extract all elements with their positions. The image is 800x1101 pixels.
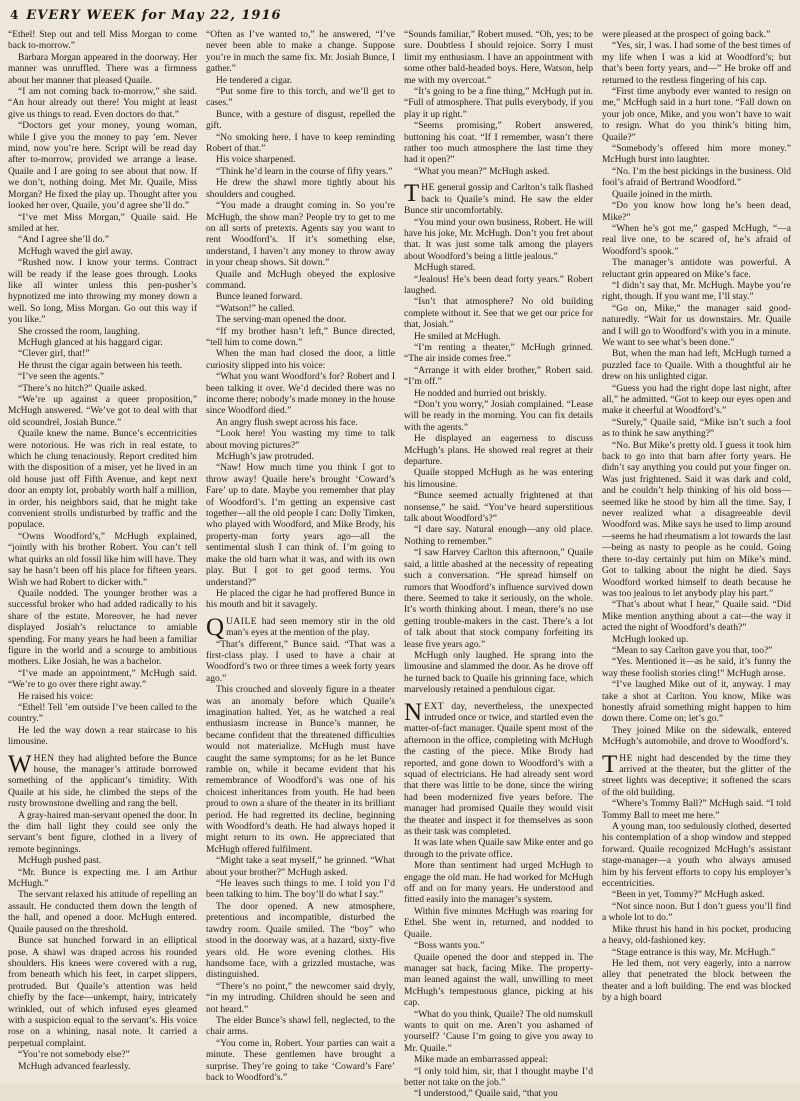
paragraph: “I understood,” Quaile said, “that you — [414, 1089, 558, 1100]
paragraph-text: general gossip and Carlton’s talk flashed back to Quaile’s mind. He saw the elder Bunce stir uncomfortably. — [404, 183, 593, 217]
paragraph: McHugh glanced at his haggard cigar. — [18, 337, 163, 348]
paragraph: McHugh’s jaw protruded. — [216, 452, 314, 463]
paragraph: He led them, not very eagerly, into a narrow alley that penetrated the block between the theater and a loft building. The end was blocked by a high board — [602, 958, 791, 1004]
paragraph: “Guess you had the right dope last night, after all,” he admitted. “Got to keep our eyes open and make it cheerful at Woodford’s.” — [602, 383, 791, 417]
section-opening-paragraph — [404, 180, 593, 217]
lead-word: EXT — [424, 701, 445, 712]
paragraph: But, when the man had left, McHugh turned a puzzled face to Quaile. With a thoughtful air he drew on his unlighted cigar. — [602, 349, 791, 383]
paragraph: “I saw Harvey Carlton this afternoon,” Quaile said, a little abashed at the necessity of repeating such a conversation. “He spread himself on rumors that Woodford’s influence survived down there. Seemed to take it seriously, on the whole. It’s worth thinking about. I mean, there’s no use getting trouble-makers in the cast. There’s a lot of talk about that stock company forfeiting its lease five years ago.” — [404, 548, 593, 650]
paragraph: He led the way down a rear staircase to his limousine. — [8, 725, 197, 748]
paragraph: “It’s going to be a fine thing,” McHugh put in. “Full of atmosphere. That pulls everybody, if you play it up right.” — [404, 87, 593, 120]
paragraph: “And I agree she’ll do.” — [18, 235, 110, 246]
paragraph: “Might take a seat myself,” he grinned. “What about your brother?” McHugh asked. — [206, 856, 395, 878]
paragraph: A gray-haired man-servant opened the door. In the dim hall light they could see only the servant’s bent figure, clothed in a livery of remote beginnings. — [8, 810, 197, 855]
paragraph: “Jealous! He’s been dead forty years.” Robert laughed. — [404, 274, 593, 296]
drop-cap: T — [404, 180, 420, 208]
paragraph: “I didn’t say that, Mr. McHugh. Maybe you’re right, though. If you want me, I’ll stay.” — [602, 280, 791, 303]
paragraph: McHugh looked up. — [612, 634, 689, 645]
paragraph: He smiled at McHugh. — [414, 331, 501, 342]
paragraph: “Naw! How much time you think I got to throw away! Quaile here’s brought ‘Coward’s Fare’ up to date. Maybe you remember that play of Woodford’s. I’m getting an expensive cast together—all the old people I can: Dolly Timken, who played with Woodford, and Mike Brody, his property-man forty years ago—all the sentimental slush I can think of. I’m going to make the old barn what it was, and with its own play. But I got to get good terms. You understand?” — [206, 463, 395, 588]
paragraph: “I’ve met Miss Morgan,” Quaile said. He smiled at her. — [8, 212, 197, 234]
lead-word: HEN — [33, 753, 55, 764]
paragraph: Mike made an embarrassed appeal: — [414, 1055, 548, 1066]
lead-word: HE — [421, 183, 435, 194]
paragraph: “I dare say. Natural enough—any old place. Nothing to remember.” — [404, 525, 593, 547]
paragraph: He raised his voice: — [18, 691, 94, 702]
paragraph: “No. I’m the best pickings in the business. Old fool’s afraid of Bertrand Woodford.” — [602, 166, 791, 189]
paragraph: McHugh waved the girl away. — [18, 246, 133, 257]
paragraph: “Yes, sir, I was. I had some of the best times of my life when I was a kid at Woodford’s; but that’s been forty years, and—” He broke off and returned to the restless fingering of his cap. — [602, 41, 791, 86]
paragraph: “Ethel! Tell ’em outside I’ve been called to the country.” — [8, 702, 197, 725]
paragraph: McHugh stared. — [414, 263, 476, 274]
paragraph: Quaile and McHugh obeyed the explosive command. — [206, 269, 395, 291]
paragraph: “Doctors get your money, young woman, while I give you the money to pay ’em. Never mind, now you’re here. Script will be read day after to-morrow, provided we arrange a lease. Quaile and I are going to see about that now. If we don’t, nothing doing. Met Mr. Quaile, Miss Morgan? He fixed the play up. Thought after you looked her over, Quaile, you’d agree she’ll do.” — [8, 121, 197, 212]
paragraph: “I’ve laughed Mike out of it, anyway. I may take a shot at Carlton. You know, Mike was honestly afraid something might happen to him down there. Come on; let’s go.” — [602, 680, 791, 725]
paragraph: “First time anybody ever wanted to resign on me,” McHugh said in a hurt tone. “Fall down on your job once, Mike, and you won’t have to wait to resign. What do you think’s biting him, Quaile?” — [602, 87, 791, 143]
paragraph: More than sentiment had urged McHugh to engage the old man. He had worked for McHugh off and on for many years. He understood and fitted easily into the manager’s system. — [404, 861, 593, 906]
paragraph: “Somebody’s offered him more money.” McHugh burst into laughter. — [602, 144, 791, 166]
paragraph: He drew the shawl more tightly about his shoulders and coughed. — [206, 178, 395, 200]
paragraph: “No smoking here. I have to keep reminding Robert of that.” — [206, 132, 395, 155]
paragraph-text: night had descended by the time they arrived at the theater, but the glitter of the street lights was deceptive; it softened the scars of the old building. — [602, 753, 791, 798]
paragraph: “Look here! You wasting my time to talk about moving pictures?” — [206, 429, 395, 451]
lead-word: HE — [619, 753, 633, 764]
column-2 — [206, 30, 395, 1083]
paragraph: “We’re up against a queer proposition,” McHugh answered. “We’ve got to deal with that old scoundrel, Josiah Bunce.” — [8, 395, 197, 428]
paragraph: “When he’s got me,” gasped McHugh, “—a real live one, to be scared of, he’s afraid of Woodford’s spook.” — [602, 223, 791, 257]
paragraph: “Mean to say Carlton gave you that, too?” — [612, 645, 773, 656]
paragraph: Quaile joined in the mirth. — [612, 189, 713, 200]
paragraph: “Been in yet, Tommy?” McHugh asked. — [612, 890, 765, 901]
page-number: 4 — [10, 8, 19, 22]
paragraph: He nodded and hurried out briskly. — [414, 388, 547, 399]
paragraph: “There’s no point,” the newcomer said dryly, “in my intruding. Children should be seen and not heard.” — [206, 981, 395, 1015]
paragraph: “Owns Woodford’s,” McHugh explained, “jointly with his brother Robert. You can’t tell what quirks an old fossil like him will have. They say he hasn’t been off his place for fifteen years. Wish we had Robert to dicker with.” — [8, 531, 197, 588]
paragraph: The manager’s antidote was powerful. A reluctant grin appeared on Mike’s face. — [602, 258, 791, 280]
paragraph: “Don’t you worry,” Josiah complained. “Lease will be ready in the morning. You can fix details with the agents.” — [404, 400, 593, 433]
paragraph: The elder Bunce’s shawl fell, neglected, to the chair arms. — [206, 1015, 395, 1038]
paragraph: The door opened. A new atmosphere, pretentious and incompatible, disturbed the tawdry room. Quaile smiled. The “boy” who stood in the doorway was, at a hazard, sixty-five years old. He wore evening clothes. His handsome face, with a grizzled mustache, was distinguished. — [206, 901, 395, 981]
paragraph: “Mr. Bunce is expecting me. I am Arthur McHugh.” — [8, 867, 197, 890]
paragraph: “I only told him, sir, that I thought maybe I’d better not take on the job.” — [404, 1066, 593, 1088]
drop-cap: N — [404, 698, 423, 726]
drop-cap: T — [602, 750, 618, 778]
column-4 — [602, 30, 791, 1080]
paragraph: He tendered a cigar. — [216, 75, 292, 86]
paragraph: “Ethel! Step out and tell Miss Morgan to come back to-morrow.” — [8, 30, 197, 52]
paragraph: “There’s no hitch?” Quaile asked. — [18, 383, 147, 394]
paragraph: “That’s different,” Bunce said. “That was a first-class play. I used to have a chair at Woodford’s two or three times a week forty years ago.” — [206, 639, 395, 684]
paragraph-text: they had alighted before the Bunce house, the manager’s attitude borrowed something of the applicant’s timidity. With Quaile at his side, he climbed the steps of the rusty brownstone dwelling and rang the bell. — [8, 753, 197, 810]
paragraph: Bunce sat hunched forward in an elliptical pose. A shawl was draped across his rounded shoulders. His knees were covered with a rug, from beneath which his feet, in carpet slippers, protruded. But Quaile’s attention was held chiefly by the face—unkempt, hairy, intricately wrinkled, out of which infused eyes gleamed with a suspicion equal to the servant’s. His voice rose on a whining, nasal note. It carried a perpetual complaint. — [8, 936, 197, 1049]
section-opening-paragraph — [404, 698, 593, 839]
paragraph: “Yes. Mentioned it—as he said, it’s funny the way these foolish stories cling!” McHugh arose. — [602, 657, 791, 679]
paragraph: “You mind your own business, Robert. He will have his joke, Mr. McHugh. Don’t you fret about that. It was just some talk among the players about Woodford’s being a little jealous.” — [404, 217, 593, 262]
page-header — [8, 8, 792, 26]
paragraph: “You made a draught coming in. So you’re McHugh, the show man? People try to get to me on all sorts of pretexts. Agents say you want to rent Woodford’s. If it’s something else, understand, I haven’t any money to throw away in your cheap shows. Sit down.” — [206, 201, 395, 269]
paragraph: Quaile stopped McHugh as he was entering his limousine. — [404, 468, 593, 490]
paragraph: Within five minutes McHugh was roaring for Ethel. She went in, returned, and nodded to Quaile. — [404, 906, 593, 940]
paragraph: McHugh advanced fearlessly. — [18, 1061, 131, 1072]
paragraph: This crouched and slovenly figure in a theater was an anomaly before which Quaile’s imagination halted. Yet, as he watched a real enthusiasm increase in Bunce’s manner, he became confident that the threatened difficulties would not materialize. McHugh must have caught the same symptoms; for as he let Bunce ramble on, while it became evident that his remembrance of Woodford’s was one of his choicest inheritances from youth. He had been proud to own a share of the theater in its brilliant period. He had regretted its decline, beginning with Woodford’s death. He had always hoped it might return to its own. He appreciated that McHugh offered fulfilment. — [206, 685, 395, 855]
paragraph: “What you mean?” McHugh asked. — [414, 166, 550, 177]
paragraph: He displayed an eagerness to discuss McHugh’s plans. He showed real regret at their departure. — [404, 434, 593, 468]
paragraph: “He leaves such things to me. I told you I’d been talking to him. The boy’ll do what I say.” — [206, 879, 395, 901]
paragraph: An angry flush swept across his face. — [216, 417, 358, 428]
text-columns — [8, 30, 792, 1100]
paragraph: She crossed the room, laughing. — [18, 326, 140, 337]
paragraph: “Rushed now. I know your terms. Contract will be ready if the lease goes through. Looks like all winter unless this pen-pusher’s hypnotized me into throwing my money down a well. So long, Miss Morgan. Go out this way if you like.” — [8, 258, 197, 326]
paragraph: “Surely,” Quaile said, “Mike isn’t such a fool as to think he saw anything?” — [602, 417, 791, 440]
paragraph: “Do you know how long he’s been dead, Mike?” — [602, 201, 791, 223]
paragraph: “You’re not somebody else?” — [18, 1050, 130, 1061]
paragraph: Quaile knew the name. Bunce’s eccentricities were notorious. He was rich in real estate, to which he clung tenaciously. Report credited him with the disposition of a miser, yet he lived in an old house just off Fifth Avenue, and kept next door an empty lot, probably worth half a million, in order, his neighbors said, that he might take convenient strolls undisturbed by traffic and the populace. — [8, 429, 197, 531]
paragraph: were pleased at the prospect of going back.” — [602, 30, 771, 40]
paragraph: “Sounds familiar,” Robert mused. “Oh, yes; to be sure. Doubtless I should rejoice. Sorry I must limit my enthusiasm. I have an appointment with some other bald-headed boys. Here, Watson, help me with my overcoat.” — [404, 30, 593, 86]
paragraph: Mike thrust his hand in his pocket, producing a heavy, old-fashioned key. — [602, 924, 791, 947]
paragraph: The serving-man opened the door. — [216, 315, 347, 326]
paragraph: When the man had closed the door, a little curiosity slipped into his voice: — [206, 349, 395, 371]
paragraph: “Boss wants you.” — [414, 941, 485, 952]
column-3 — [404, 30, 593, 1100]
paragraph-text: had seen memory stir in the old man’s eyes at the mention of the play. — [226, 616, 395, 639]
paragraph: “Where’s Tommy Ball?” McHugh said. “I told Tommy Ball to meet me here.” — [602, 799, 791, 821]
paragraph: He thrust the cigar again between his teeth. — [18, 360, 183, 371]
paragraph: “Go on, Mike,” the manager said good-naturedly. “Wait for us downstairs. Mr. Quaile and I will go to Woodford’s with you in a minute. We want to see what’s been done.” — [602, 303, 791, 348]
paragraph: “Think he’d learn in the course of fifty years.” — [216, 166, 393, 177]
paragraph: “Isn’t that atmosphere? No old building complete without it. See that we get our price for that, Josiah.” — [404, 297, 593, 331]
paragraph: His voice sharpened. — [216, 155, 296, 166]
drop-cap: W — [8, 750, 32, 778]
paragraph: Bunce leaned forward. — [216, 292, 303, 303]
section-opening-paragraph — [206, 613, 395, 641]
paragraph: Bunce, with a gesture of disgust, repelled the gift. — [206, 109, 395, 132]
lead-word: UAILE — [226, 616, 258, 627]
paragraph: “What do you think, Quaile? The old numskull wants to quit on me. Aren’t you ashamed of yourself? ’Cause I’m going to give you away to Mr. Quaile.” — [404, 1009, 593, 1054]
paragraph: They joined Mike on the sidewalk, entered McHugh’s automobile, and drove to Woodford’s. — [602, 725, 791, 748]
section-opening-paragraph — [602, 750, 791, 800]
paragraph: McHugh only laughed. He sprang into the limousine and slammed the door. As he drove off he turned back to Quaile his grinning face, which marvelously retained a pendulous cigar. — [404, 650, 593, 696]
paragraph: “I’m renting a theater,” McHugh grinned. “The air inside comes free.” — [404, 342, 593, 365]
paragraph: “Often as I’ve wanted to,” he answered, “I’ve never been able to make a change. Suppose you’re in much the same fix. Mr. Josiah Bunce, I gather.” — [206, 30, 395, 75]
paragraph: “I’ve made an appointment,” McHugh said. “We’re to go over there right away.” — [8, 668, 197, 691]
paragraph: It was late when Quaile saw Mike enter and go through to the private office. — [404, 838, 593, 860]
paragraph: Quaile opened the door and stepped in. The manager sat back, facing Mike. The property-man leaned against the wall, unwilling to meet McHugh’s tempestuous glance, picking at his cap. — [404, 952, 593, 1009]
column-1 — [8, 30, 197, 1080]
paragraph: “Arrange it with elder brother,” Robert said. “I’m off.” — [404, 365, 593, 388]
paragraph: “Bunce seemed actually frightened at that nonsense,” he said. “You’ve heard superstitious talk about Woodford’s?” — [404, 491, 593, 525]
paragraph: He placed the cigar he had proffered Bunce in his mouth and bit it savagely. — [206, 588, 395, 611]
paragraph: “That’s about what I hear,” Quaile said. “Did Mike mention anything about a cat—the way it acted the night of Woodford’s death?” — [602, 600, 791, 634]
paragraph: McHugh pushed past. — [18, 856, 102, 867]
paragraph: “Watson!” he called. — [216, 303, 295, 314]
paragraph: Barbara Morgan appeared in the doorway. Her manner was unruffled. There was a firmness about her manner that pleased Quaile. — [8, 52, 197, 86]
paragraph: “Not since noon. But I don’t guess you’ll find a whole lot to do.” — [602, 901, 791, 924]
paragraph: “I’ve seen the agents.” — [18, 372, 104, 383]
paragraph: “No. But Mike’s pretty old. I guess it took him back to go into that barn after forty years. He didn’t say anything you could put your finger on. Was just frightened. Said it was dark and cold, and he couldn’t help thinking of his old boss—seemed like he stood by him all the time. Say, I never realized what a disagreeable devil Woodford was. Mike says he used to limp around—seems he had rheumatism a lot towards the last—being as nasty to people as he could. Going there to-day certainly put him on Mike’s mind. Got to talking about the night he died. Says Woodford worked himself to death because he was too jealous to let anybody play his part.” — [602, 440, 791, 599]
paragraph: “Clever girl, that!” — [18, 349, 90, 360]
section-opening-paragraph — [8, 750, 197, 811]
paragraph: “Seems promising,” Robert answered, buttoning his coat. “If I remember, wasn’t there rather too much atmosphere the last time they had it open?” — [404, 121, 593, 166]
paragraph: The servant relaxed his attitude of repelling an assault. He conducted them down the length of the hall, and opened a door. McHugh entered. Quaile paused on the threshold. — [8, 890, 197, 935]
paragraph: “Put some fire to this torch, and we’ll get to cases.” — [206, 87, 395, 109]
paragraph: “I am not coming back to-morrow,” she said. “An hour already out there! You might at least give us things to read. Even doctors do that.” — [8, 87, 197, 120]
paragraph: “If my brother hasn’t left,” Bunce directed, “tell him to come down.” — [206, 326, 395, 348]
paragraph: A young man, too sedulously clothed, deserted his contemplation of a shop window and stepped forward. Quaile recognized McHugh’s assistant stage-manager—a youth who always amused him by his fervent efforts to copy his employer’s eccentricities. — [602, 822, 791, 890]
drop-cap: Q — [206, 613, 225, 641]
paragraph-text: day, nevertheless, the unexpected intruded once or twice, and startled even the matter-of-fact manager. Quaile spent most of the afternoon in the office, completing with McHugh the casting of the piece. Mike Brody had reported, and gone down to Woodford’s with a squad of electricians. He had already sent word that there was little to be done, since the wiring had been modernized five years before. The manager had promised Quaile they would visit the theater and inspect it for themselves as soon as their task was completed. — [404, 701, 593, 838]
paragraph: “You come in, Robert. Your parties can wait a minute. These gentlemen have brought a surprise. They’re going to take ‘Coward’s Fare’ back to Woodford’s.” — [206, 1038, 395, 1083]
running-head: EVERY WEEK for May 22, 1916 — [26, 8, 282, 23]
paragraph: Quaile nodded. The younger brother was a successful broker who had added radically to his share of the estate. Moreover, he had never displayed Josiah’s reluctance to amiable spending. For many years he had been a familiar figure in the world and a scourge to ambitious mothers. Like Josiah, he was a bachelor. — [8, 588, 197, 668]
paragraph: “What you want Woodford’s for? Robert and I been talking it over. We’d decided there was no income there; nobody’s made money in the house since Woodford died.” — [206, 372, 395, 417]
paragraph: “Stage entrance is this way, Mr. McHugh.” — [612, 947, 776, 958]
